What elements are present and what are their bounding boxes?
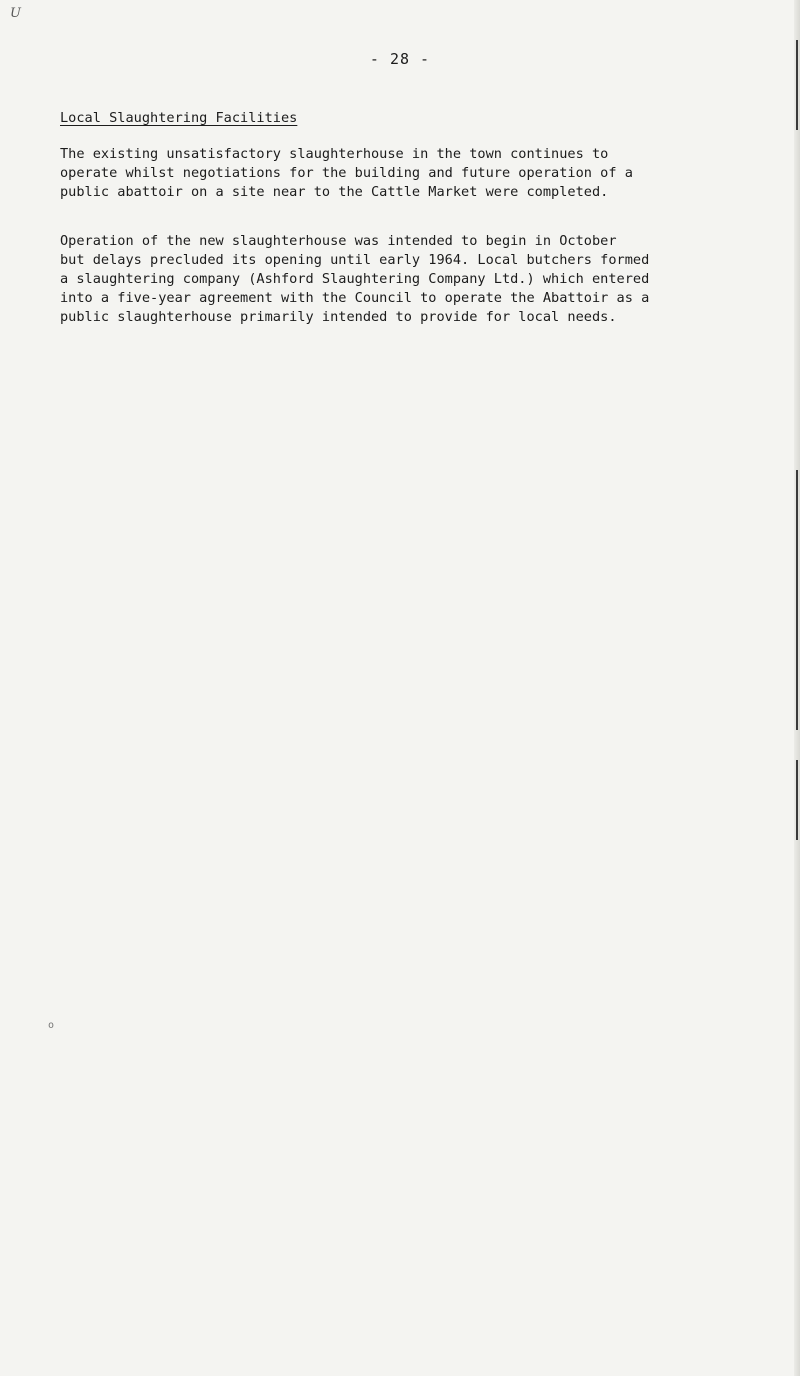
scan-streak <box>796 40 798 130</box>
scan-streak <box>796 470 798 730</box>
page-number: - 28 - <box>369 50 431 68</box>
paragraph-1: The existing unsatisfactory slaughterhouse in the town continues to operate whilst negotiations for the building and future operation of a public abattoir on a site near to the Cattle Market were completed. <box>60 146 633 200</box>
scan-speck: o <box>48 1020 55 1031</box>
paragraph-2: Operation of the new slaughterhouse was intended to begin in October but delays precluded its opening until early 1964. Local butchers formed a slaughtering company (Ashford Slaughtering Company Ltd.) which entered into a five-year agreement with the Council to operate the Abattoir as a public slaughterhouse primarily intended to provide for local needs. <box>60 233 650 325</box>
corner-mark: U <box>10 6 21 21</box>
scan-streak <box>796 760 798 840</box>
section-heading: Local Slaughtering Facilities <box>60 110 298 126</box>
